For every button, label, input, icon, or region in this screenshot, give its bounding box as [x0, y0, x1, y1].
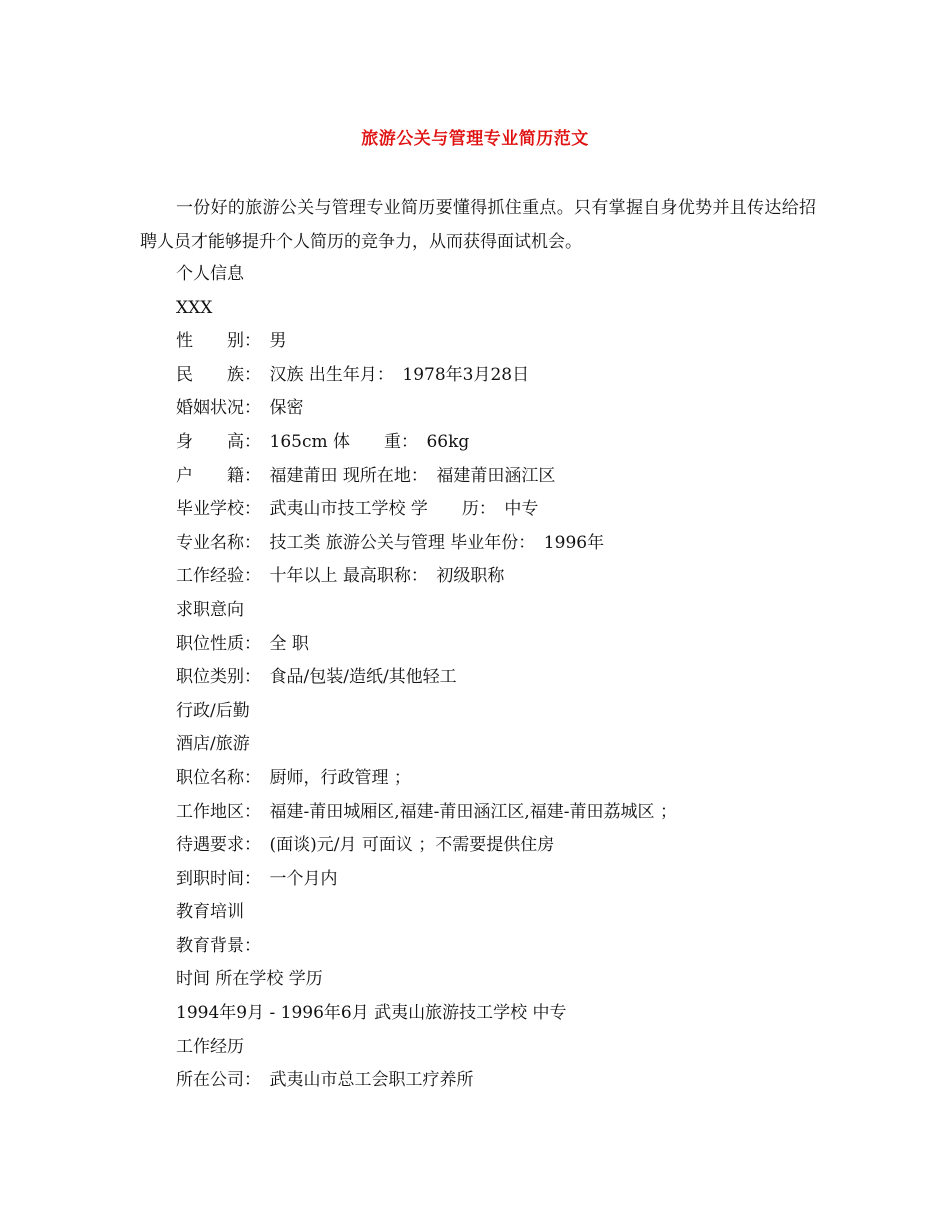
resume-line: 工作经验： 十年以上 最高职称： 初级职称: [176, 566, 505, 587]
intro-paragraph: 一份好的旅游公关与管理专业简历要懂得抓住重点。只有掌握自身优势并且传达给招聘人员才能够提升个人简历的竞争力，从而获得面试机会。: [140, 198, 816, 252]
resume-line: 到职时间： 一个月内: [176, 868, 338, 889]
resume-line: 职位名称： 厨师，行政管理 ；: [176, 767, 411, 788]
resume-line: 身 高： 165cm 体 重： 66kg: [176, 431, 470, 452]
resume-line: 教育背景：: [176, 935, 261, 956]
resume-lines: [176, 258, 816, 1098]
resume-line: 职位性质： 全 职: [176, 633, 309, 654]
resume-line: 婚姻状况： 保密: [176, 398, 304, 419]
resume-line: 教育培训: [176, 902, 244, 923]
resume-line: 求职意向: [176, 599, 244, 620]
resume-line: XXX: [176, 297, 213, 318]
resume-line: 职位类别： 食品/包装/造纸/其他轻工: [176, 667, 457, 688]
resume-line: 1994年9月 - 1996年6月 武夷山旅游技工学校 中专: [176, 1003, 567, 1024]
resume-line: 所在公司： 武夷山市总工会职工疗养所: [176, 1070, 474, 1091]
resume-line: 民 族： 汉族 出生年月： 1978年3月28日: [176, 364, 530, 385]
resume-line: 酒店/旅游: [176, 734, 250, 755]
resume-line: 行政/后勤: [176, 700, 250, 721]
resume-line: 个人信息: [176, 264, 244, 284]
resume-line: 时间 所在学校 学历: [176, 969, 323, 990]
resume-line: 户 籍： 福建莆田 现所在地： 福建莆田涵江区: [176, 465, 556, 486]
resume-line: 工作经历: [176, 1036, 244, 1057]
resume-line: 待遇要求： (面谈)元/月 可面议 ；不需要提供住房: [176, 835, 555, 856]
resume-line: 专业名称： 技工类 旅游公关与管理 毕业年份： 1996年: [176, 532, 605, 553]
resume-line: 毕业学校： 武夷山市技工学校 学 历： 中专: [176, 499, 539, 520]
resume-line: 工作地区： 福建-莆田城厢区,福建-莆田涵江区,福建-莆田荔城区 ；: [176, 801, 677, 822]
resume-line: 性 别： 男: [176, 331, 287, 352]
document-title: 旅游公关与管理专业简历范文: [361, 129, 589, 149]
